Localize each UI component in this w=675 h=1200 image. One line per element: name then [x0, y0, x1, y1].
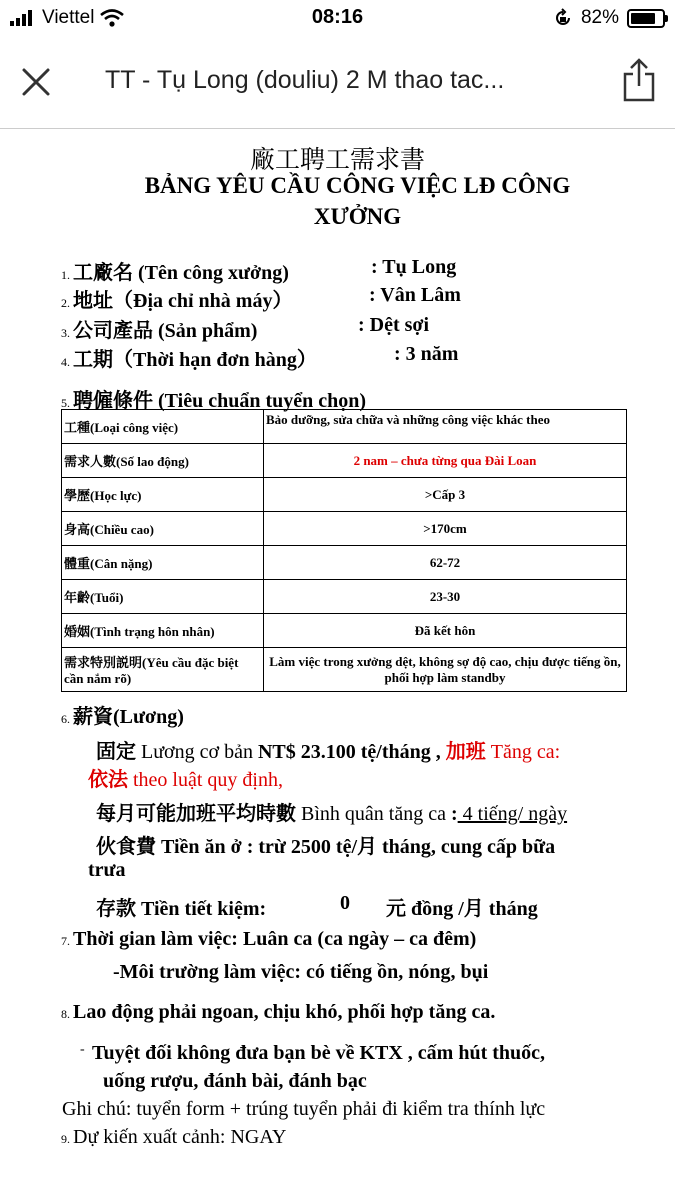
table-row	[62, 410, 627, 444]
section-conduct: 8. Lao động phải ngoan, chịu khó, phối hợp tăng ca.	[61, 1001, 496, 1023]
table-row	[62, 512, 627, 546]
item-factory-name: 1. 工廠名 (Tên công xưởng)	[61, 262, 289, 284]
salary-law-line: 依法 theo luật quy định,	[88, 769, 283, 791]
close-icon[interactable]	[18, 64, 54, 100]
table-value: >Cấp 3	[264, 478, 627, 512]
item-address-value: : Vân Lâm	[369, 284, 461, 306]
item-contract-term: 4. 工期（Thời hạn đơn hàng）	[61, 349, 317, 371]
table-key: 婚姻(Tình trạng hôn nhân)	[62, 614, 264, 648]
share-icon[interactable]	[621, 58, 657, 102]
item-address: 2. 地址（Địa chỉ nhà máy）	[61, 290, 293, 312]
salary-food-line-cont: trưa	[88, 859, 126, 881]
section-departure: 9. Dự kiến xuất cảnh: NGAY	[61, 1126, 287, 1148]
requirements-table	[61, 409, 627, 692]
status-right	[553, 7, 665, 29]
table-value: 23-30	[264, 580, 627, 614]
rule-line-1: Tuyệt đối không đưa bạn bè về KTX , cấm hút thuốc,	[92, 1042, 546, 1064]
rule-bullet: -	[80, 1042, 85, 1057]
doc-title-chinese: 廠工聘工需求書	[249, 147, 425, 174]
section-salary: 6. 薪資(Lương)	[61, 706, 184, 728]
table-value: 62-72	[264, 546, 627, 580]
salary-overtime-line: 每月可能加班平均時數 Bình quân tăng ca : 4 tiếng/ ngày	[96, 803, 568, 825]
item-contract-term-value: : 3 năm	[394, 343, 459, 365]
battery-percent: 82%	[580, 7, 619, 28]
salary-savings-value: 0	[340, 892, 350, 914]
section-work-time: 7. Thời gian làm việc: Luân ca (ca ngày – ca đêm)	[61, 928, 477, 950]
salary-food-line: 伙食費 Tiền ăn ở : trừ 2500 tệ/月 tháng, cung cấp bữa	[96, 836, 556, 858]
carrier-name: Viettel	[42, 7, 95, 28]
status-time: 08:16	[311, 6, 364, 28]
document-title: TT - Tụ Long (douliu) 2 M thao tac...	[105, 66, 505, 94]
rule-line-2: uống rượu, đánh bài, đánh bạc	[103, 1070, 367, 1092]
doc-title-vietnamese: BẢNG YÊU CẦU CÔNG VIỆC LĐ CÔNG XƯỞNG	[144, 173, 571, 229]
status-bar	[0, 0, 675, 36]
table-key: 需求特別説明(Yêu cầu đặc biệt cần nắm rõ)	[62, 648, 264, 692]
table-row	[62, 444, 627, 478]
table-key: 身高(Chiều cao)	[62, 512, 264, 546]
table-key: 年齡(Tuổi)	[62, 580, 264, 614]
table-key: 工種(Loại công việc)	[62, 410, 264, 444]
table-value: >170cm	[264, 512, 627, 546]
table-value: Bảo dưỡng, sửa chữa và những công việc khác theo	[264, 410, 627, 444]
section-recruitment-criteria: 5. 聘僱條件 (Tiêu chuẩn tuyển chọn)	[61, 390, 367, 412]
salary-savings-label: 存款 Tiền tiết kiệm:	[96, 898, 267, 920]
salary-savings-unit: 元 đồng /月 tháng	[386, 898, 538, 920]
table-row	[62, 580, 627, 614]
table-key: 學歷(Học lực)	[62, 478, 264, 512]
item-product-value: : Dệt sợi	[358, 314, 430, 336]
work-environment: -Môi trường làm việc: có tiếng ồn, nóng, bụi	[113, 961, 489, 983]
item-factory-name-value: : Tụ Long	[371, 256, 457, 278]
table-row	[62, 546, 627, 580]
table-key: 體重(Cân nặng)	[62, 546, 264, 580]
table-value: Đã kết hôn	[264, 614, 627, 648]
table-row	[62, 648, 627, 692]
table-row	[62, 614, 627, 648]
note-hearing-test: Ghi chú: tuyển form + trúng tuyển phải đi kiểm tra thính lực	[62, 1098, 546, 1120]
table-value: 2 nam – chưa từng qua Đài Loan	[264, 444, 627, 478]
table-key: 需求人數(Số lao động)	[62, 444, 264, 478]
orientation-lock-icon	[553, 8, 573, 28]
table-row	[62, 478, 627, 512]
battery-icon	[627, 9, 665, 28]
salary-fixed-line: 固定 Lương cơ bản NT$ 23.100 tệ/tháng , 加班 Tăng ca:	[96, 741, 561, 763]
nav-bar	[0, 36, 675, 129]
item-product: 3. 公司產品 (Sản phẩm)	[61, 320, 258, 342]
table-value: Làm việc trong xưởng dệt, không sợ độ cao, chịu được tiếng ồn, phối hợp làm standby	[264, 648, 627, 692]
